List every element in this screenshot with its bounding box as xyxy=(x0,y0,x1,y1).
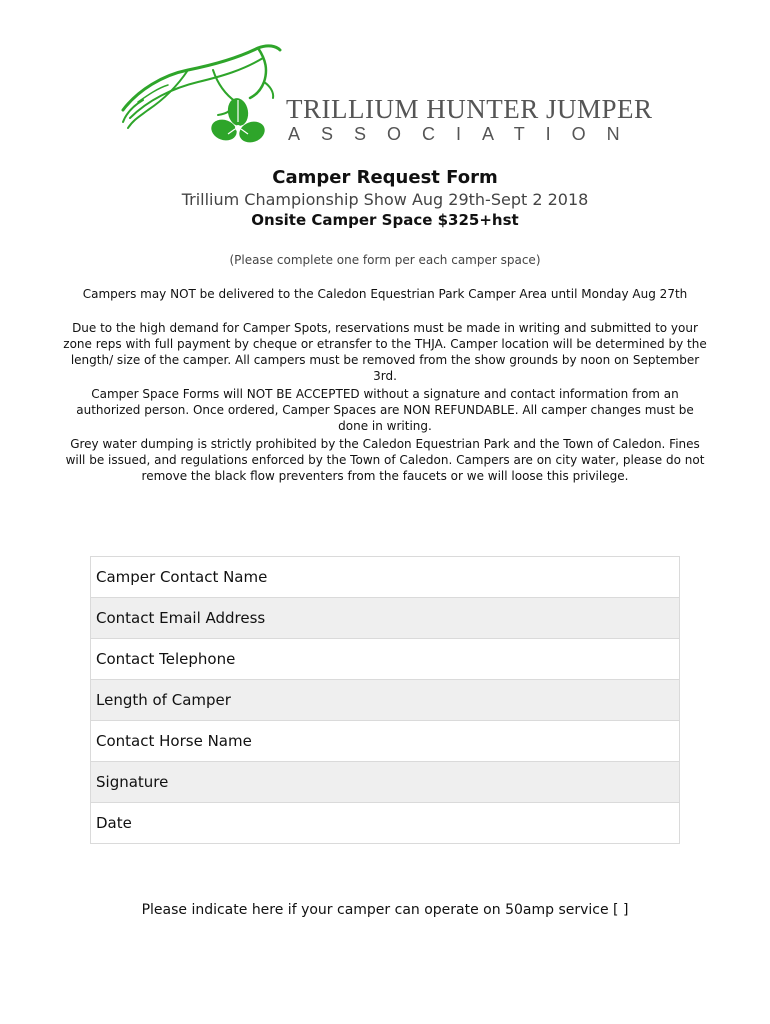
form-row-camper-length[interactable] xyxy=(91,680,680,721)
one-form-note: (Please complete one form per each camper space) xyxy=(229,253,541,267)
amp-service-checkbox-line[interactable]: Please indicate here if your camper can operate on 50amp service [ ] xyxy=(141,902,629,918)
form-row-email[interactable] xyxy=(91,598,680,639)
field-label[interactable]: Date xyxy=(91,803,680,844)
form-row-signature[interactable] xyxy=(91,762,680,803)
delivery-note: Campers may NOT be delivered to the Caledon Equestrian Park Camper Area until Monday Aug 27th xyxy=(82,287,688,301)
demand-paragraph: Due to the high demand for Camper Spots, reservations must be made in writing and submitted to your zone reps with full payment by cheque or etransfer to the THJA. Camper location will be determined by the length/ size of the camper. All campers must be removed from the show grounds by noon on September 3rd. xyxy=(63,321,707,383)
form-row-horse-name[interactable] xyxy=(91,721,680,762)
form-row-contact-name[interactable] xyxy=(91,557,680,598)
form-row-date[interactable] xyxy=(91,803,680,844)
form-header xyxy=(0,166,770,230)
field-label[interactable]: Contact Email Address xyxy=(91,598,680,639)
field-label[interactable]: Contact Telephone xyxy=(91,639,680,680)
field-label[interactable]: Contact Horse Name xyxy=(91,721,680,762)
price-line: Onsite Camper Space $325+hst xyxy=(251,211,519,229)
logo xyxy=(118,40,653,160)
logo-name: TRILLIUM HUNTER JUMPER xyxy=(286,94,653,124)
field-label[interactable]: Camper Contact Name xyxy=(91,557,680,598)
field-label[interactable]: Signature xyxy=(91,762,680,803)
acceptance-paragraph: Camper Space Forms will NOT BE ACCEPTED without a signature and contact information from an authorized person. Once ordered, Camper Spaces are NON REFUNDABLE. All camper changes must be done in writing. xyxy=(76,387,694,433)
grey-water-paragraph: Grey water dumping is strictly prohibited by the Caledon Equestrian Park and the Town of Caledon. Fines will be issued, and regulations enforced by the Town of Caledon. Campers are on city water, please do not remove the black flow preventers from the faucets or we will loose this privilege. xyxy=(65,437,705,483)
field-label[interactable]: Length of Camper xyxy=(91,680,680,721)
show-name: Trillium Championship Show Aug 29th-Sept 2 2018 xyxy=(181,190,589,209)
horse-and-trillium-icon xyxy=(118,40,298,160)
page-title: Camper Request Form xyxy=(272,167,498,188)
logo-subtitle: ASSOCIATION xyxy=(288,124,641,144)
form-row-telephone[interactable] xyxy=(91,639,680,680)
contact-form-table xyxy=(90,556,680,844)
